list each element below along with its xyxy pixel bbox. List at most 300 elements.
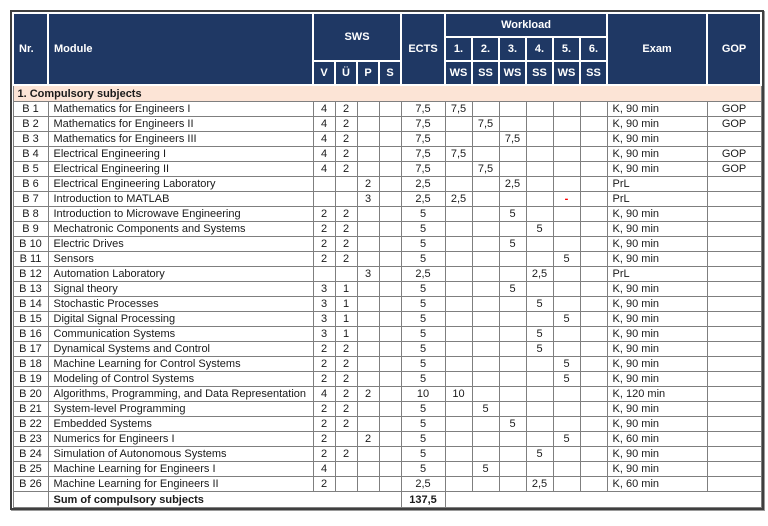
workload-cell [499, 327, 526, 342]
module-name-cell: Introduction to Microwave Engineering [48, 207, 313, 222]
sws-cell [379, 207, 401, 222]
workload-cell [526, 432, 553, 447]
sws-cell [379, 417, 401, 432]
gop-cell [707, 387, 761, 402]
table-body [13, 85, 761, 508]
workload-cell: 5 [499, 417, 526, 432]
workload-cell: 2,5 [526, 267, 553, 282]
workload-cell [445, 432, 472, 447]
workload-cell [580, 402, 607, 417]
row-nr-cell: B 24 [13, 447, 48, 462]
module-row [13, 252, 761, 267]
sws-cell [357, 372, 379, 387]
header-nr: Nr. [13, 13, 48, 85]
sws-cell: 2 [335, 237, 357, 252]
sws-cell [335, 267, 357, 282]
module-name-cell: Mathematics for Engineers II [48, 117, 313, 132]
workload-cell: 5 [526, 222, 553, 237]
module-name-cell: System-level Programming [48, 402, 313, 417]
gop-cell: GOP [707, 102, 761, 117]
sws-cell [357, 447, 379, 462]
sws-cell: 4 [313, 117, 335, 132]
sws-cell [357, 252, 379, 267]
sws-cell: 2 [335, 147, 357, 162]
exam-cell: K, 60 min [607, 477, 707, 492]
ects-cell: 5 [401, 252, 445, 267]
ects-cell: 2,5 [401, 192, 445, 207]
workload-cell: 5 [553, 312, 580, 327]
row-nr-cell: B 18 [13, 357, 48, 372]
row-nr-cell: B 14 [13, 297, 48, 312]
sws-cell: 4 [313, 387, 335, 402]
workload-cell [580, 237, 607, 252]
workload-cell [580, 207, 607, 222]
header-term-1: WS [445, 61, 472, 85]
section-row [13, 85, 761, 102]
sws-cell [379, 432, 401, 447]
workload-cell [553, 297, 580, 312]
workload-cell [472, 327, 499, 342]
sws-cell: 2 [313, 207, 335, 222]
workload-cell [445, 312, 472, 327]
row-nr-cell: B 5 [13, 162, 48, 177]
sws-cell [313, 267, 335, 282]
exam-cell: K, 90 min [607, 147, 707, 162]
row-nr-cell: B 13 [13, 282, 48, 297]
sws-cell [335, 462, 357, 477]
workload-cell [526, 102, 553, 117]
gop-cell [707, 327, 761, 342]
workload-cell [445, 372, 472, 387]
module-name-cell: Mechatronic Components and Systems [48, 222, 313, 237]
workload-cell [553, 132, 580, 147]
workload-cell [499, 102, 526, 117]
exam-cell: K, 90 min [607, 342, 707, 357]
workload-cell: - [553, 192, 580, 207]
section-title: 1. Compulsory subjects [13, 85, 761, 102]
workload-cell [472, 432, 499, 447]
ects-cell: 5 [401, 417, 445, 432]
workload-cell [553, 237, 580, 252]
workload-cell [472, 222, 499, 237]
gop-cell [707, 402, 761, 417]
gop-cell [707, 297, 761, 312]
module-row [13, 207, 761, 222]
sum-nr-cell [13, 492, 48, 508]
sws-cell [379, 132, 401, 147]
module-table-container [10, 10, 764, 510]
sws-cell: 3 [357, 267, 379, 282]
sws-cell [335, 432, 357, 447]
workload-cell [445, 162, 472, 177]
workload-cell: 5 [553, 372, 580, 387]
workload-cell [580, 447, 607, 462]
sws-cell [379, 297, 401, 312]
workload-cell [472, 267, 499, 282]
sws-cell [357, 402, 379, 417]
workload-cell [580, 372, 607, 387]
exam-cell: K, 90 min [607, 207, 707, 222]
workload-cell [580, 192, 607, 207]
row-nr-cell: B 10 [13, 237, 48, 252]
module-name-cell: Electrical Engineering Laboratory [48, 177, 313, 192]
exam-cell: PrL [607, 267, 707, 282]
workload-cell: 5 [553, 252, 580, 267]
workload-cell [445, 402, 472, 417]
exam-cell: K, 90 min [607, 252, 707, 267]
module-name-cell: Embedded Systems [48, 417, 313, 432]
sws-cell [357, 462, 379, 477]
gop-cell [707, 342, 761, 357]
exam-cell: K, 90 min [607, 132, 707, 147]
workload-cell [499, 447, 526, 462]
sws-cell [379, 477, 401, 492]
module-row [13, 192, 761, 207]
module-table [12, 12, 762, 508]
workload-cell [580, 387, 607, 402]
ects-cell: 7,5 [401, 147, 445, 162]
sws-cell: 2 [335, 102, 357, 117]
workload-cell [580, 282, 607, 297]
sws-cell: 2 [357, 387, 379, 402]
workload-cell [580, 252, 607, 267]
module-row [13, 102, 761, 117]
sws-cell [379, 462, 401, 477]
gop-cell [707, 417, 761, 432]
ects-cell: 5 [401, 402, 445, 417]
workload-cell: 5 [499, 237, 526, 252]
header-module: Module [48, 13, 313, 85]
workload-cell [499, 192, 526, 207]
workload-cell [580, 147, 607, 162]
exam-cell: K, 90 min [607, 117, 707, 132]
sws-cell [379, 237, 401, 252]
workload-cell [499, 432, 526, 447]
workload-cell [472, 357, 499, 372]
sws-cell [357, 222, 379, 237]
module-row [13, 462, 761, 477]
workload-cell: 5 [553, 357, 580, 372]
sws-cell [379, 117, 401, 132]
sws-cell: 3 [357, 192, 379, 207]
workload-cell: 2,5 [499, 177, 526, 192]
workload-cell [472, 447, 499, 462]
workload-cell [580, 177, 607, 192]
gop-cell [707, 222, 761, 237]
workload-cell [580, 297, 607, 312]
sws-cell: 3 [313, 312, 335, 327]
gop-cell [707, 237, 761, 252]
sum-ects: 137,5 [401, 492, 445, 508]
workload-cell [553, 342, 580, 357]
exam-cell: K, 90 min [607, 297, 707, 312]
workload-cell [499, 297, 526, 312]
sws-cell: 2 [335, 387, 357, 402]
sws-cell [379, 327, 401, 342]
gop-cell: GOP [707, 162, 761, 177]
module-row [13, 387, 761, 402]
gop-cell [707, 447, 761, 462]
exam-cell: K, 90 min [607, 357, 707, 372]
sws-cell [379, 387, 401, 402]
header-exam: Exam [607, 13, 707, 85]
workload-cell: 5 [553, 432, 580, 447]
workload-cell [553, 447, 580, 462]
header-gop: GOP [707, 13, 761, 85]
sws-cell [379, 402, 401, 417]
exam-cell: PrL [607, 192, 707, 207]
workload-cell [580, 162, 607, 177]
workload-cell [472, 387, 499, 402]
workload-cell [472, 147, 499, 162]
gop-cell [707, 357, 761, 372]
sws-cell [357, 312, 379, 327]
module-name-cell: Mathematics for Engineers III [48, 132, 313, 147]
ects-cell: 7,5 [401, 102, 445, 117]
header-semester-6: 6. [580, 37, 607, 61]
sws-cell [379, 372, 401, 387]
sws-cell: 2 [335, 132, 357, 147]
header-sws-v: V [313, 61, 335, 85]
sws-cell [335, 192, 357, 207]
ects-cell: 7,5 [401, 132, 445, 147]
workload-cell [472, 132, 499, 147]
header-semester-5: 5. [553, 37, 580, 61]
module-name-cell: Dynamical Systems and Control [48, 342, 313, 357]
row-nr-cell: B 2 [13, 117, 48, 132]
sws-cell [379, 267, 401, 282]
gop-cell [707, 462, 761, 477]
header-term-5: WS [553, 61, 580, 85]
workload-cell [526, 117, 553, 132]
module-row [13, 342, 761, 357]
workload-cell [445, 462, 472, 477]
workload-cell [553, 462, 580, 477]
module-name-cell: Introduction to MATLAB [48, 192, 313, 207]
workload-cell [445, 222, 472, 237]
row-nr-cell: B 19 [13, 372, 48, 387]
gop-cell [707, 432, 761, 447]
exam-cell: K, 90 min [607, 312, 707, 327]
module-row [13, 372, 761, 387]
module-row [13, 147, 761, 162]
ects-cell: 5 [401, 222, 445, 237]
workload-cell: 5 [499, 282, 526, 297]
workload-cell [526, 357, 553, 372]
workload-cell: 5 [472, 402, 499, 417]
row-nr-cell: B 26 [13, 477, 48, 492]
sws-cell: 4 [313, 102, 335, 117]
sws-cell: 4 [313, 162, 335, 177]
sws-cell: 2 [335, 117, 357, 132]
workload-cell [445, 252, 472, 267]
module-row [13, 237, 761, 252]
row-nr-cell: B 1 [13, 102, 48, 117]
workload-cell [499, 312, 526, 327]
row-nr-cell: B 22 [13, 417, 48, 432]
row-nr-cell: B 7 [13, 192, 48, 207]
sws-cell [357, 147, 379, 162]
header-sws-p: P [357, 61, 379, 85]
workload-cell [526, 162, 553, 177]
workload-cell [472, 312, 499, 327]
workload-cell [580, 132, 607, 147]
sws-cell: 2 [335, 222, 357, 237]
row-nr-cell: B 12 [13, 267, 48, 282]
workload-cell [499, 402, 526, 417]
row-nr-cell: B 21 [13, 402, 48, 417]
sws-cell: 2 [313, 402, 335, 417]
workload-cell [445, 282, 472, 297]
workload-cell [445, 417, 472, 432]
sws-cell: 2 [313, 237, 335, 252]
gop-cell [707, 192, 761, 207]
sws-cell [357, 237, 379, 252]
sws-cell [357, 297, 379, 312]
workload-cell: 10 [445, 387, 472, 402]
sws-cell: 3 [313, 282, 335, 297]
module-row [13, 282, 761, 297]
exam-cell: K, 90 min [607, 237, 707, 252]
gop-cell [707, 252, 761, 267]
workload-cell [445, 132, 472, 147]
row-nr-cell: B 25 [13, 462, 48, 477]
workload-cell [445, 237, 472, 252]
sws-cell [357, 477, 379, 492]
workload-cell [580, 267, 607, 282]
row-nr-cell: B 8 [13, 207, 48, 222]
workload-cell: 2,5 [526, 477, 553, 492]
sws-cell [357, 417, 379, 432]
module-name-cell: Electrical Engineering I [48, 147, 313, 162]
header-term-2: SS [472, 61, 499, 85]
workload-cell [526, 417, 553, 432]
sws-cell: 1 [335, 282, 357, 297]
workload-cell [526, 237, 553, 252]
workload-cell [499, 462, 526, 477]
sws-cell: 2 [335, 447, 357, 462]
header-sws: SWS [313, 13, 401, 61]
workload-cell [553, 207, 580, 222]
workload-cell [580, 117, 607, 132]
ects-cell: 5 [401, 447, 445, 462]
workload-cell [499, 387, 526, 402]
module-name-cell: Numerics for Engineers I [48, 432, 313, 447]
workload-cell: 7,5 [472, 117, 499, 132]
row-nr-cell: B 4 [13, 147, 48, 162]
module-row [13, 357, 761, 372]
workload-cell [526, 462, 553, 477]
workload-cell [553, 267, 580, 282]
workload-cell [580, 312, 607, 327]
workload-cell: 5 [472, 462, 499, 477]
workload-cell [580, 462, 607, 477]
module-row [13, 402, 761, 417]
workload-cell [499, 372, 526, 387]
workload-cell: 2,5 [445, 192, 472, 207]
sws-cell [379, 282, 401, 297]
sws-cell: 4 [313, 462, 335, 477]
workload-cell [499, 267, 526, 282]
workload-cell [499, 222, 526, 237]
workload-cell [499, 252, 526, 267]
module-row [13, 162, 761, 177]
sws-cell: 2 [335, 162, 357, 177]
sws-cell: 2 [313, 417, 335, 432]
sws-cell [379, 252, 401, 267]
sws-cell: 2 [335, 417, 357, 432]
header-sws-u: Ü [335, 61, 357, 85]
module-name-cell: Digital Signal Processing [48, 312, 313, 327]
sws-cell: 2 [313, 222, 335, 237]
header-semester-3: 3. [499, 37, 526, 61]
sws-cell [335, 177, 357, 192]
workload-cell [472, 342, 499, 357]
module-row [13, 447, 761, 462]
row-nr-cell: B 9 [13, 222, 48, 237]
gop-cell [707, 177, 761, 192]
workload-cell: 5 [526, 342, 553, 357]
workload-cell [580, 102, 607, 117]
exam-cell: K, 120 min [607, 387, 707, 402]
sws-cell: 1 [335, 327, 357, 342]
module-row [13, 132, 761, 147]
workload-cell [526, 387, 553, 402]
workload-cell [445, 207, 472, 222]
sws-cell [379, 342, 401, 357]
exam-cell: K, 90 min [607, 417, 707, 432]
workload-cell [472, 207, 499, 222]
workload-cell [553, 402, 580, 417]
header-term-4: SS [526, 61, 553, 85]
sws-cell [379, 162, 401, 177]
sws-cell [357, 132, 379, 147]
header-sws-s: S [379, 61, 401, 85]
workload-cell [553, 327, 580, 342]
workload-cell [553, 117, 580, 132]
table-header [13, 13, 761, 85]
gop-cell [707, 282, 761, 297]
module-name-cell: Simulation of Autonomous Systems [48, 447, 313, 462]
module-row [13, 477, 761, 492]
workload-cell: 5 [526, 327, 553, 342]
module-name-cell: Modeling of Control Systems [48, 372, 313, 387]
gop-cell [707, 372, 761, 387]
workload-cell [526, 282, 553, 297]
sws-cell: 3 [313, 327, 335, 342]
sum-row [13, 492, 761, 508]
workload-cell [553, 222, 580, 237]
workload-cell: 7,5 [472, 162, 499, 177]
module-name-cell: Machine Learning for Control Systems [48, 357, 313, 372]
module-row [13, 312, 761, 327]
sws-cell: 4 [313, 147, 335, 162]
workload-cell [526, 147, 553, 162]
sws-cell: 2 [313, 252, 335, 267]
ects-cell: 7,5 [401, 162, 445, 177]
module-row [13, 177, 761, 192]
workload-cell [445, 477, 472, 492]
ects-cell: 5 [401, 342, 445, 357]
sws-cell: 2 [335, 402, 357, 417]
sws-cell [379, 357, 401, 372]
row-nr-cell: B 16 [13, 327, 48, 342]
workload-cell [445, 357, 472, 372]
exam-cell: K, 90 min [607, 327, 707, 342]
sws-cell: 2 [335, 207, 357, 222]
module-row [13, 417, 761, 432]
sum-label: Sum of compulsory subjects [48, 492, 401, 508]
